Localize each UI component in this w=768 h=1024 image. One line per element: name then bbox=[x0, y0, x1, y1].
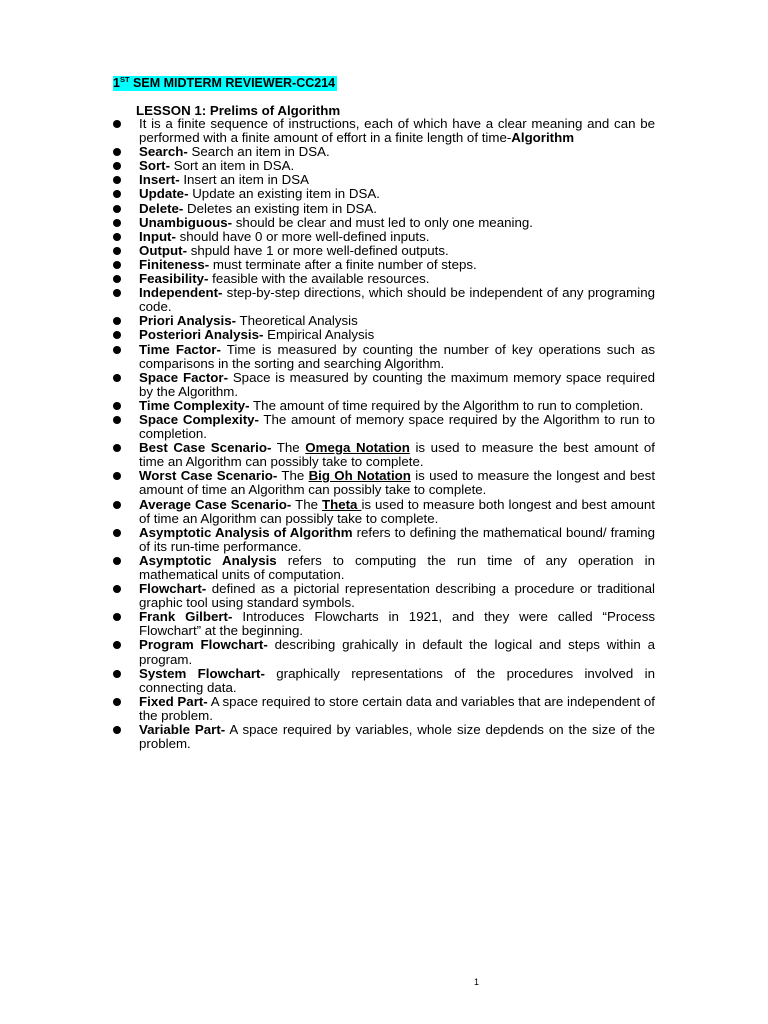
title-text: SEM MIDTERM REVIEWER-CC214 bbox=[129, 76, 336, 90]
title-ordinal-suffix: ST bbox=[119, 75, 130, 84]
item-lead-text: It is a finite sequence of instructions, each of which have a clear meaning and can be performed with a finite amount of effort in a finite length of time- bbox=[139, 116, 655, 146]
list-item bbox=[0, 582, 768, 610]
bullet-icon bbox=[113, 331, 121, 339]
bullet-icon bbox=[113, 120, 121, 128]
item-definition: The bbox=[271, 440, 306, 456]
item-definition: Time is measured by counting the number of key operations such as comparisons in the sorting and searching Algorithm. bbox=[139, 341, 655, 371]
item-term: Posteriori Analysis- bbox=[139, 327, 264, 343]
item-definition: should have 0 or more well-defined inputs. bbox=[175, 228, 430, 244]
list-item bbox=[0, 328, 768, 342]
item-term: Time Complexity- bbox=[139, 397, 250, 413]
item-term: Insert- bbox=[139, 172, 180, 188]
bullet-icon bbox=[113, 416, 121, 424]
item-term: Best Case Scenario- bbox=[139, 440, 272, 456]
item-definition: feasible with the available resources. bbox=[208, 271, 430, 287]
bullet-icon bbox=[113, 698, 121, 706]
bullet-icon bbox=[113, 219, 121, 227]
item-term: Asymptotic Analysis of Algorithm bbox=[139, 524, 353, 540]
item-term: Sort- bbox=[139, 158, 171, 174]
list-item bbox=[0, 469, 768, 497]
bullet-icon bbox=[113, 726, 121, 734]
item-definition: shpuld have 1 or more well-defined outputs. bbox=[187, 242, 449, 258]
item-term: Output- bbox=[139, 242, 187, 258]
list-item bbox=[0, 244, 768, 258]
bullet-icon bbox=[113, 670, 121, 678]
list-item bbox=[0, 441, 768, 469]
item-definition: describing grahically in default the logical and steps within a program. bbox=[139, 637, 656, 667]
notes-list bbox=[0, 117, 768, 751]
bullet-icon bbox=[113, 472, 121, 480]
item-term: Space Factor- bbox=[139, 369, 229, 385]
item-definition: refers to computing the run time of any operation in mathematical units of computation. bbox=[139, 552, 655, 582]
list-item bbox=[0, 610, 768, 638]
item-term: Finiteness- bbox=[139, 256, 210, 272]
item-definition: The bbox=[291, 496, 322, 512]
page-number: 1 bbox=[474, 977, 480, 987]
title-number: 1 bbox=[113, 76, 120, 90]
item-definition: The bbox=[277, 468, 309, 484]
bullet-icon bbox=[113, 641, 121, 649]
list-item bbox=[0, 498, 768, 526]
item-term: Worst Case Scenario- bbox=[139, 468, 278, 484]
bullet-icon bbox=[113, 162, 121, 170]
item-definition: Deletes an existing item in DSA. bbox=[183, 200, 377, 216]
list-item bbox=[0, 145, 768, 159]
list-item bbox=[0, 173, 768, 187]
bullet-icon bbox=[113, 205, 121, 213]
item-definition: Update an existing item in DSA. bbox=[188, 186, 380, 202]
item-term: Variable Part- bbox=[139, 722, 226, 738]
item-definition: A space required by variables, whole size depdends on the size of the problem. bbox=[139, 722, 655, 752]
item-term: Update- bbox=[139, 186, 189, 202]
list-item bbox=[0, 117, 768, 145]
bullet-icon bbox=[113, 261, 121, 269]
item-term: Fixed Part- bbox=[139, 693, 208, 709]
item-term: Flowchart- bbox=[139, 581, 207, 597]
list-item bbox=[0, 554, 768, 582]
item-definition: refers to defining the mathematical bound/ framing of its run-time performance. bbox=[139, 524, 655, 554]
bullet-icon bbox=[113, 247, 121, 255]
item-term: Algorithm bbox=[511, 130, 575, 146]
item-definition-rest: is used to measure both longest and best amount of time an Algorithm can possibly take to complete. bbox=[139, 496, 655, 526]
item-definition: step-by-step directions, which should be independent of any programing code. bbox=[139, 285, 655, 315]
bullet-icon bbox=[113, 557, 121, 565]
list-item bbox=[0, 272, 768, 286]
item-definition: Empirical Analysis bbox=[263, 327, 375, 343]
item-definition: Insert an item in DSA bbox=[179, 172, 309, 188]
list-item bbox=[0, 258, 768, 272]
item-emphasis: Theta bbox=[321, 496, 362, 512]
item-term: Delete- bbox=[139, 200, 184, 216]
lesson-heading: LESSON 1: Prelims of Algorithm bbox=[136, 103, 341, 118]
item-term: Program Flowchart- bbox=[139, 637, 268, 653]
list-item bbox=[0, 202, 768, 216]
list-item bbox=[0, 638, 768, 666]
list-item bbox=[0, 413, 768, 441]
bullet-icon bbox=[113, 613, 121, 621]
item-definition: The amount of memory space required by the Algorithm to run to completion. bbox=[139, 411, 655, 442]
list-item bbox=[0, 343, 768, 371]
bullet-icon bbox=[113, 275, 121, 283]
list-item bbox=[0, 216, 768, 230]
bullet-icon bbox=[113, 585, 121, 593]
item-term: Time Factor- bbox=[139, 341, 221, 357]
bullet-icon bbox=[113, 233, 121, 241]
list-item bbox=[0, 187, 768, 201]
item-emphasis: Omega Notation bbox=[305, 440, 410, 456]
item-term: System Flowchart- bbox=[139, 665, 265, 681]
bullet-icon bbox=[113, 190, 121, 198]
item-term: Search- bbox=[139, 144, 188, 160]
item-definition: Theoretical Analysis bbox=[236, 313, 358, 329]
item-definition: Search an item in DSA. bbox=[187, 144, 330, 160]
item-term: Frank Gilbert- bbox=[139, 609, 233, 625]
item-term: Independent- bbox=[139, 285, 223, 301]
item-definition: A space required to store certain data and variables that are independent of the problem. bbox=[139, 693, 656, 723]
item-definition: defined as a pictorial representation describing a procedure or traditional graphic tool using standard symbols. bbox=[139, 581, 655, 611]
bullet-icon bbox=[113, 148, 121, 156]
bullet-icon bbox=[113, 501, 121, 509]
item-term: Unambiguous- bbox=[139, 214, 233, 230]
item-term: Space Complexity- bbox=[139, 411, 259, 427]
item-term: Input- bbox=[139, 228, 176, 244]
item-definition-rest: is used to measure the best amount of time an Algorithm can possibly take to complete. bbox=[139, 440, 655, 470]
item-term: Average Case Scenario- bbox=[139, 496, 292, 512]
bullet-icon bbox=[113, 529, 121, 537]
list-item bbox=[0, 399, 768, 413]
item-term: Feasibility- bbox=[139, 271, 209, 287]
item-definition: Introduces Flowcharts in 1921, and they were called “Process Flowchart” at the beginning. bbox=[139, 609, 655, 639]
list-item bbox=[0, 314, 768, 328]
list-item bbox=[0, 526, 768, 554]
bullet-icon bbox=[113, 346, 121, 354]
bullet-icon bbox=[113, 402, 121, 410]
list-item bbox=[0, 371, 768, 399]
bullet-icon bbox=[113, 176, 121, 184]
item-definition: The amount of time required by the Algorithm to run to completion. bbox=[249, 397, 644, 413]
item-definition: Sort an item in DSA. bbox=[170, 158, 295, 174]
list-item bbox=[0, 230, 768, 244]
item-definition: must terminate after a finite number of steps. bbox=[209, 256, 477, 272]
item-emphasis: Big Oh Notation bbox=[308, 468, 411, 484]
item-definition: graphically representations of the procedures involved in connecting data. bbox=[139, 665, 655, 695]
list-item bbox=[0, 695, 768, 723]
item-definition: should be clear and must led to only one meaning. bbox=[232, 214, 533, 230]
item-term: Asymptotic Analysis bbox=[139, 552, 277, 568]
item-term: Priori Analysis- bbox=[139, 313, 237, 329]
list-item bbox=[0, 286, 768, 314]
bullet-icon bbox=[113, 374, 121, 382]
bullet-icon bbox=[113, 289, 121, 297]
bullet-icon bbox=[113, 317, 121, 325]
document-title bbox=[113, 76, 337, 91]
list-item bbox=[0, 159, 768, 173]
list-item bbox=[0, 723, 768, 751]
item-definition-rest: is used to measure the longest and best amount of time an Algorithm can possibly take to complete. bbox=[139, 468, 656, 498]
bullet-icon bbox=[113, 444, 121, 452]
list-item bbox=[0, 667, 768, 695]
item-definition: Space is measured by counting the maximum memory space required by the Algorithm. bbox=[139, 369, 655, 399]
